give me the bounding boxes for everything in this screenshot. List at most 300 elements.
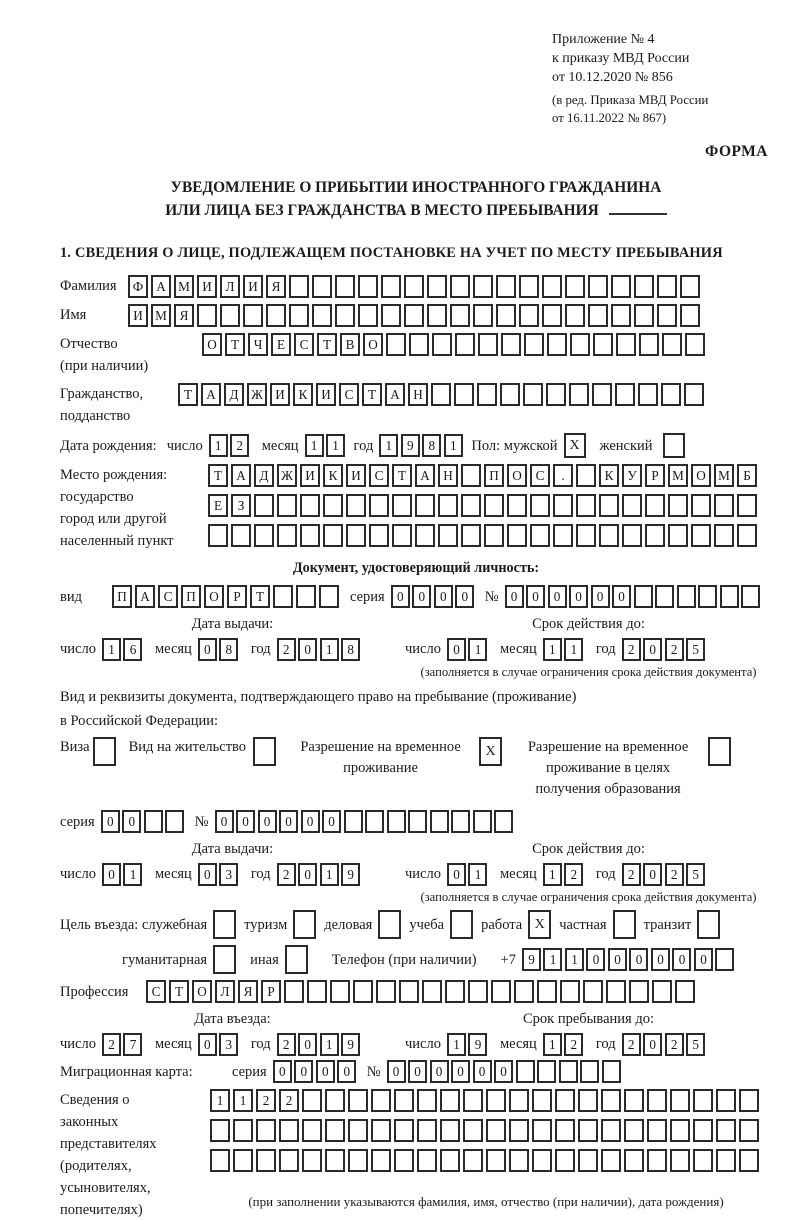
doc-number-input[interactable] <box>505 585 763 608</box>
temp-residence-checkbox[interactable]: X <box>479 737 502 766</box>
purpose-business-checkbox[interactable] <box>378 910 401 939</box>
char-cell[interactable]: 0 <box>586 948 605 971</box>
char-cell[interactable] <box>693 1149 713 1172</box>
char-cell[interactable]: 8 <box>341 638 360 661</box>
char-cell[interactable] <box>165 810 184 833</box>
birth-day-input[interactable] <box>209 434 252 457</box>
char-cell[interactable] <box>670 1149 690 1172</box>
char-cell[interactable] <box>438 494 458 517</box>
char-cell[interactable] <box>652 980 672 1003</box>
char-cell[interactable]: А <box>415 464 435 487</box>
char-cell[interactable]: 0 <box>447 638 466 661</box>
char-cell[interactable] <box>638 383 658 406</box>
char-cell[interactable] <box>408 810 427 833</box>
char-cell[interactable] <box>693 1089 713 1112</box>
char-cell[interactable] <box>302 1149 322 1172</box>
iddoc-expiry-year-input[interactable] <box>622 638 708 661</box>
char-cell[interactable]: 0 <box>612 585 631 608</box>
char-cell[interactable]: Я <box>238 980 258 1003</box>
char-cell[interactable] <box>387 810 406 833</box>
char-cell[interactable] <box>547 333 567 356</box>
char-cell[interactable] <box>657 275 677 298</box>
char-cell[interactable]: 2 <box>279 1089 299 1112</box>
char-cell[interactable]: Е <box>271 333 291 356</box>
char-cell[interactable]: 0 <box>279 810 298 833</box>
char-cell[interactable] <box>415 524 435 547</box>
char-cell[interactable] <box>668 524 688 547</box>
char-cell[interactable] <box>302 1119 322 1142</box>
char-cell[interactable] <box>486 1119 506 1142</box>
char-cell[interactable] <box>277 494 297 517</box>
char-cell[interactable] <box>353 980 373 1003</box>
char-cell[interactable] <box>611 304 631 327</box>
char-cell[interactable]: 0 <box>294 1060 313 1083</box>
char-cell[interactable]: 2 <box>622 1033 641 1056</box>
entry-month-input[interactable] <box>198 1033 241 1056</box>
char-cell[interactable]: Л <box>220 275 240 298</box>
char-cell[interactable] <box>532 1149 552 1172</box>
char-cell[interactable] <box>300 524 320 547</box>
char-cell[interactable]: 0 <box>643 863 662 886</box>
char-cell[interactable] <box>256 1119 276 1142</box>
char-cell[interactable]: 5 <box>686 1033 705 1056</box>
char-cell[interactable]: Т <box>392 464 412 487</box>
char-cell[interactable]: 0 <box>408 1060 427 1083</box>
char-cell[interactable] <box>486 1089 506 1112</box>
char-cell[interactable] <box>580 1060 599 1083</box>
char-cell[interactable] <box>661 383 681 406</box>
char-cell[interactable]: Л <box>215 980 235 1003</box>
char-cell[interactable] <box>473 304 493 327</box>
char-cell[interactable] <box>440 1149 460 1172</box>
stay-year-input[interactable] <box>622 1033 708 1056</box>
char-cell[interactable] <box>386 333 406 356</box>
char-cell[interactable] <box>348 1149 368 1172</box>
char-cell[interactable] <box>323 524 343 547</box>
char-cell[interactable] <box>677 585 696 608</box>
char-cell[interactable] <box>325 1089 345 1112</box>
char-cell[interactable] <box>532 1119 552 1142</box>
char-cell[interactable] <box>647 1119 667 1142</box>
char-cell[interactable]: 0 <box>526 585 545 608</box>
char-cell[interactable]: 1 <box>210 1089 230 1112</box>
char-cell[interactable]: 1 <box>543 638 562 661</box>
char-cell[interactable] <box>312 304 332 327</box>
char-cell[interactable]: 0 <box>298 863 317 886</box>
char-cell[interactable] <box>565 304 585 327</box>
staydoc-expiry-day-input[interactable] <box>447 863 490 886</box>
birthplace-line2-input[interactable] <box>208 494 760 517</box>
char-cell[interactable]: П <box>484 464 504 487</box>
entry-year-input[interactable] <box>277 1033 363 1056</box>
char-cell[interactable]: 0 <box>434 585 453 608</box>
char-cell[interactable] <box>427 304 447 327</box>
char-cell[interactable] <box>266 304 286 327</box>
char-cell[interactable] <box>588 275 608 298</box>
char-cell[interactable]: 0 <box>494 1060 513 1083</box>
purpose-other-checkbox[interactable] <box>285 945 308 974</box>
char-cell[interactable]: 1 <box>543 948 562 971</box>
char-cell[interactable]: 0 <box>101 810 120 833</box>
migration-number-input[interactable] <box>387 1060 624 1083</box>
char-cell[interactable]: 0 <box>451 1060 470 1083</box>
char-cell[interactable] <box>657 304 677 327</box>
char-cell[interactable]: Т <box>169 980 189 1003</box>
char-cell[interactable]: 0 <box>102 863 121 886</box>
char-cell[interactable] <box>693 1119 713 1142</box>
char-cell[interactable]: 1 <box>379 434 398 457</box>
char-cell[interactable]: С <box>146 980 166 1003</box>
char-cell[interactable] <box>371 1149 391 1172</box>
char-cell[interactable] <box>496 304 516 327</box>
char-cell[interactable] <box>530 494 550 517</box>
char-cell[interactable]: К <box>323 464 343 487</box>
char-cell[interactable] <box>500 383 520 406</box>
guardians-line1-input[interactable] <box>210 1089 762 1112</box>
char-cell[interactable]: 0 <box>569 585 588 608</box>
char-cell[interactable]: У <box>622 464 642 487</box>
staydoc-expiry-year-input[interactable] <box>622 863 708 886</box>
char-cell[interactable] <box>455 333 475 356</box>
char-cell[interactable] <box>427 275 447 298</box>
char-cell[interactable] <box>680 304 700 327</box>
char-cell[interactable]: Т <box>362 383 382 406</box>
purpose-private-checkbox[interactable] <box>613 910 636 939</box>
char-cell[interactable] <box>606 980 626 1003</box>
char-cell[interactable] <box>399 980 419 1003</box>
char-cell[interactable] <box>739 1119 759 1142</box>
char-cell[interactable] <box>739 1089 759 1112</box>
char-cell[interactable] <box>486 1149 506 1172</box>
char-cell[interactable] <box>478 333 498 356</box>
char-cell[interactable]: Т <box>250 585 270 608</box>
char-cell[interactable]: 2 <box>564 863 583 886</box>
char-cell[interactable] <box>461 464 481 487</box>
char-cell[interactable] <box>404 304 424 327</box>
phone-input[interactable] <box>522 948 737 971</box>
char-cell[interactable]: 1 <box>320 863 339 886</box>
char-cell[interactable]: 1 <box>468 638 487 661</box>
char-cell[interactable]: 0 <box>298 1033 317 1056</box>
char-cell[interactable] <box>277 524 297 547</box>
char-cell[interactable] <box>273 585 293 608</box>
residence-permit-checkbox[interactable] <box>253 737 276 766</box>
char-cell[interactable] <box>369 524 389 547</box>
char-cell[interactable] <box>714 524 734 547</box>
char-cell[interactable] <box>473 275 493 298</box>
char-cell[interactable]: 3 <box>219 1033 238 1056</box>
profession-input[interactable] <box>146 980 698 1003</box>
char-cell[interactable]: И <box>316 383 336 406</box>
char-cell[interactable] <box>344 810 363 833</box>
char-cell[interactable] <box>601 1119 621 1142</box>
char-cell[interactable] <box>381 275 401 298</box>
char-cell[interactable] <box>348 1089 368 1112</box>
surname-input[interactable] <box>128 275 703 298</box>
char-cell[interactable] <box>484 494 504 517</box>
char-cell[interactable]: Ж <box>247 383 267 406</box>
char-cell[interactable] <box>463 1119 483 1142</box>
char-cell[interactable]: О <box>202 333 222 356</box>
char-cell[interactable]: Н <box>408 383 428 406</box>
char-cell[interactable] <box>530 524 550 547</box>
staydoc-expiry-month-input[interactable] <box>543 863 586 886</box>
char-cell[interactable]: П <box>181 585 201 608</box>
char-cell[interactable] <box>516 1060 535 1083</box>
char-cell[interactable] <box>358 304 378 327</box>
char-cell[interactable]: 2 <box>665 1033 684 1056</box>
char-cell[interactable]: О <box>507 464 527 487</box>
char-cell[interactable]: 9 <box>341 863 360 886</box>
char-cell[interactable] <box>691 524 711 547</box>
char-cell[interactable] <box>279 1149 299 1172</box>
char-cell[interactable] <box>422 980 442 1003</box>
guardians-line2-input[interactable] <box>210 1119 762 1142</box>
char-cell[interactable] <box>346 494 366 517</box>
char-cell[interactable]: Я <box>174 304 194 327</box>
char-cell[interactable]: 0 <box>322 810 341 833</box>
char-cell[interactable]: 1 <box>123 863 142 886</box>
char-cell[interactable]: И <box>346 464 366 487</box>
char-cell[interactable]: И <box>128 304 148 327</box>
char-cell[interactable] <box>477 383 497 406</box>
char-cell[interactable]: 0 <box>651 948 670 971</box>
char-cell[interactable] <box>417 1149 437 1172</box>
sex-female-checkbox[interactable] <box>663 433 685 458</box>
char-cell[interactable]: И <box>197 275 217 298</box>
char-cell[interactable]: 1 <box>305 434 324 457</box>
char-cell[interactable]: Ф <box>128 275 148 298</box>
char-cell[interactable]: 0 <box>273 1060 292 1083</box>
char-cell[interactable] <box>450 304 470 327</box>
visa-checkbox[interactable] <box>93 737 116 766</box>
char-cell[interactable] <box>358 275 378 298</box>
char-cell[interactable] <box>233 1149 253 1172</box>
char-cell[interactable] <box>430 810 449 833</box>
char-cell[interactable] <box>440 1089 460 1112</box>
char-cell[interactable] <box>615 383 635 406</box>
char-cell[interactable]: 3 <box>219 863 238 886</box>
char-cell[interactable]: 1 <box>565 948 584 971</box>
char-cell[interactable] <box>144 810 163 833</box>
staydoc-series-input[interactable] <box>101 810 187 833</box>
char-cell[interactable] <box>220 304 240 327</box>
char-cell[interactable] <box>335 275 355 298</box>
char-cell[interactable]: А <box>151 275 171 298</box>
char-cell[interactable]: 9 <box>341 1033 360 1056</box>
sex-male-checkbox[interactable]: X <box>564 433 586 458</box>
char-cell[interactable] <box>325 1119 345 1142</box>
char-cell[interactable] <box>312 275 332 298</box>
char-cell[interactable] <box>392 524 412 547</box>
char-cell[interactable]: С <box>158 585 178 608</box>
char-cell[interactable]: 2 <box>622 863 641 886</box>
char-cell[interactable] <box>634 275 654 298</box>
char-cell[interactable]: 0 <box>412 585 431 608</box>
char-cell[interactable] <box>348 1119 368 1142</box>
char-cell[interactable]: Т <box>225 333 245 356</box>
char-cell[interactable]: 0 <box>608 948 627 971</box>
char-cell[interactable] <box>365 810 384 833</box>
char-cell[interactable]: 0 <box>473 1060 492 1083</box>
char-cell[interactable] <box>409 333 429 356</box>
char-cell[interactable]: Б <box>737 464 757 487</box>
char-cell[interactable]: А <box>135 585 155 608</box>
char-cell[interactable] <box>546 383 566 406</box>
char-cell[interactable] <box>523 383 543 406</box>
char-cell[interactable] <box>578 1149 598 1172</box>
char-cell[interactable] <box>670 1119 690 1142</box>
doc-series-input[interactable] <box>391 585 477 608</box>
char-cell[interactable] <box>279 1119 299 1142</box>
char-cell[interactable] <box>415 494 435 517</box>
char-cell[interactable]: З <box>231 494 251 517</box>
char-cell[interactable] <box>542 304 562 327</box>
char-cell[interactable]: 0 <box>505 585 524 608</box>
char-cell[interactable]: 0 <box>198 863 217 886</box>
char-cell[interactable] <box>431 383 451 406</box>
char-cell[interactable]: 0 <box>387 1060 406 1083</box>
char-cell[interactable]: 1 <box>564 638 583 661</box>
iddoc-issue-day-input[interactable] <box>102 638 145 661</box>
char-cell[interactable] <box>639 333 659 356</box>
char-cell[interactable] <box>210 1119 230 1142</box>
char-cell[interactable] <box>509 1089 529 1112</box>
char-cell[interactable] <box>622 524 642 547</box>
char-cell[interactable] <box>376 980 396 1003</box>
char-cell[interactable] <box>494 810 513 833</box>
char-cell[interactable] <box>371 1119 391 1142</box>
char-cell[interactable] <box>302 1089 322 1112</box>
char-cell[interactable] <box>450 275 470 298</box>
char-cell[interactable]: . <box>553 464 573 487</box>
char-cell[interactable] <box>532 1089 552 1112</box>
char-cell[interactable]: 2 <box>277 863 296 886</box>
char-cell[interactable] <box>555 1149 575 1172</box>
char-cell[interactable]: 8 <box>219 638 238 661</box>
char-cell[interactable]: 1 <box>209 434 228 457</box>
purpose-study-checkbox[interactable] <box>450 910 473 939</box>
char-cell[interactable] <box>624 1149 644 1172</box>
char-cell[interactable]: 1 <box>444 434 463 457</box>
char-cell[interactable]: 5 <box>686 638 705 661</box>
char-cell[interactable]: 0 <box>236 810 255 833</box>
char-cell[interactable] <box>284 980 304 1003</box>
char-cell[interactable] <box>599 524 619 547</box>
char-cell[interactable] <box>254 494 274 517</box>
char-cell[interactable] <box>233 1119 253 1142</box>
char-cell[interactable] <box>417 1089 437 1112</box>
doc-kind-input[interactable] <box>112 585 342 608</box>
char-cell[interactable]: 7 <box>123 1033 142 1056</box>
char-cell[interactable]: М <box>714 464 734 487</box>
char-cell[interactable] <box>197 304 217 327</box>
char-cell[interactable] <box>473 810 492 833</box>
char-cell[interactable]: 1 <box>543 1033 562 1056</box>
char-cell[interactable] <box>300 494 320 517</box>
iddoc-expiry-month-input[interactable] <box>543 638 586 661</box>
char-cell[interactable] <box>507 494 527 517</box>
purpose-humanitarian-checkbox[interactable] <box>213 945 236 974</box>
char-cell[interactable]: 0 <box>643 638 662 661</box>
migration-series-input[interactable] <box>273 1060 359 1083</box>
purpose-tourism-checkbox[interactable] <box>293 910 316 939</box>
char-cell[interactable] <box>555 1089 575 1112</box>
char-cell[interactable]: 0 <box>643 1033 662 1056</box>
char-cell[interactable] <box>588 304 608 327</box>
char-cell[interactable] <box>519 304 539 327</box>
char-cell[interactable] <box>714 494 734 517</box>
char-cell[interactable]: 0 <box>694 948 713 971</box>
char-cell[interactable] <box>438 524 458 547</box>
char-cell[interactable]: О <box>204 585 224 608</box>
char-cell[interactable] <box>645 494 665 517</box>
char-cell[interactable] <box>394 1119 414 1142</box>
char-cell[interactable]: Д <box>254 464 274 487</box>
char-cell[interactable] <box>491 980 511 1003</box>
char-cell[interactable] <box>335 304 355 327</box>
char-cell[interactable] <box>675 980 695 1003</box>
char-cell[interactable] <box>602 1060 621 1083</box>
char-cell[interactable] <box>593 333 613 356</box>
char-cell[interactable]: 0 <box>122 810 141 833</box>
guardians-line3-input[interactable] <box>210 1149 762 1172</box>
char-cell[interactable] <box>716 1119 736 1142</box>
char-cell[interactable] <box>394 1149 414 1172</box>
char-cell[interactable]: 0 <box>298 638 317 661</box>
stay-place-blank[interactable] <box>609 201 667 215</box>
char-cell[interactable] <box>392 494 412 517</box>
char-cell[interactable]: 0 <box>455 585 474 608</box>
char-cell[interactable] <box>647 1149 667 1172</box>
iddoc-issue-month-input[interactable] <box>198 638 241 661</box>
char-cell[interactable]: 8 <box>422 434 441 457</box>
char-cell[interactable]: 1 <box>320 1033 339 1056</box>
char-cell[interactable]: 1 <box>447 1033 466 1056</box>
purpose-official-checkbox[interactable] <box>213 910 236 939</box>
birth-month-input[interactable] <box>305 434 348 457</box>
char-cell[interactable] <box>394 1089 414 1112</box>
char-cell[interactable] <box>210 1149 230 1172</box>
char-cell[interactable]: 0 <box>301 810 320 833</box>
char-cell[interactable] <box>624 1089 644 1112</box>
char-cell[interactable] <box>325 1149 345 1172</box>
char-cell[interactable] <box>720 585 739 608</box>
char-cell[interactable]: 2 <box>564 1033 583 1056</box>
temp-residence-education-checkbox[interactable] <box>708 737 731 766</box>
char-cell[interactable] <box>583 980 603 1003</box>
staydoc-issue-month-input[interactable] <box>198 863 241 886</box>
char-cell[interactable]: О <box>691 464 711 487</box>
char-cell[interactable] <box>601 1149 621 1172</box>
char-cell[interactable] <box>307 980 327 1003</box>
char-cell[interactable] <box>645 524 665 547</box>
char-cell[interactable] <box>507 524 527 547</box>
char-cell[interactable]: 2 <box>102 1033 121 1056</box>
char-cell[interactable]: С <box>530 464 550 487</box>
iddoc-issue-year-input[interactable] <box>277 638 363 661</box>
char-cell[interactable] <box>698 585 717 608</box>
char-cell[interactable] <box>381 304 401 327</box>
char-cell[interactable]: 0 <box>215 810 234 833</box>
char-cell[interactable] <box>684 383 704 406</box>
char-cell[interactable] <box>634 585 653 608</box>
char-cell[interactable] <box>655 585 674 608</box>
char-cell[interactable]: Ж <box>277 464 297 487</box>
char-cell[interactable]: К <box>293 383 313 406</box>
char-cell[interactable]: Т <box>208 464 228 487</box>
firstname-input[interactable] <box>128 304 703 327</box>
